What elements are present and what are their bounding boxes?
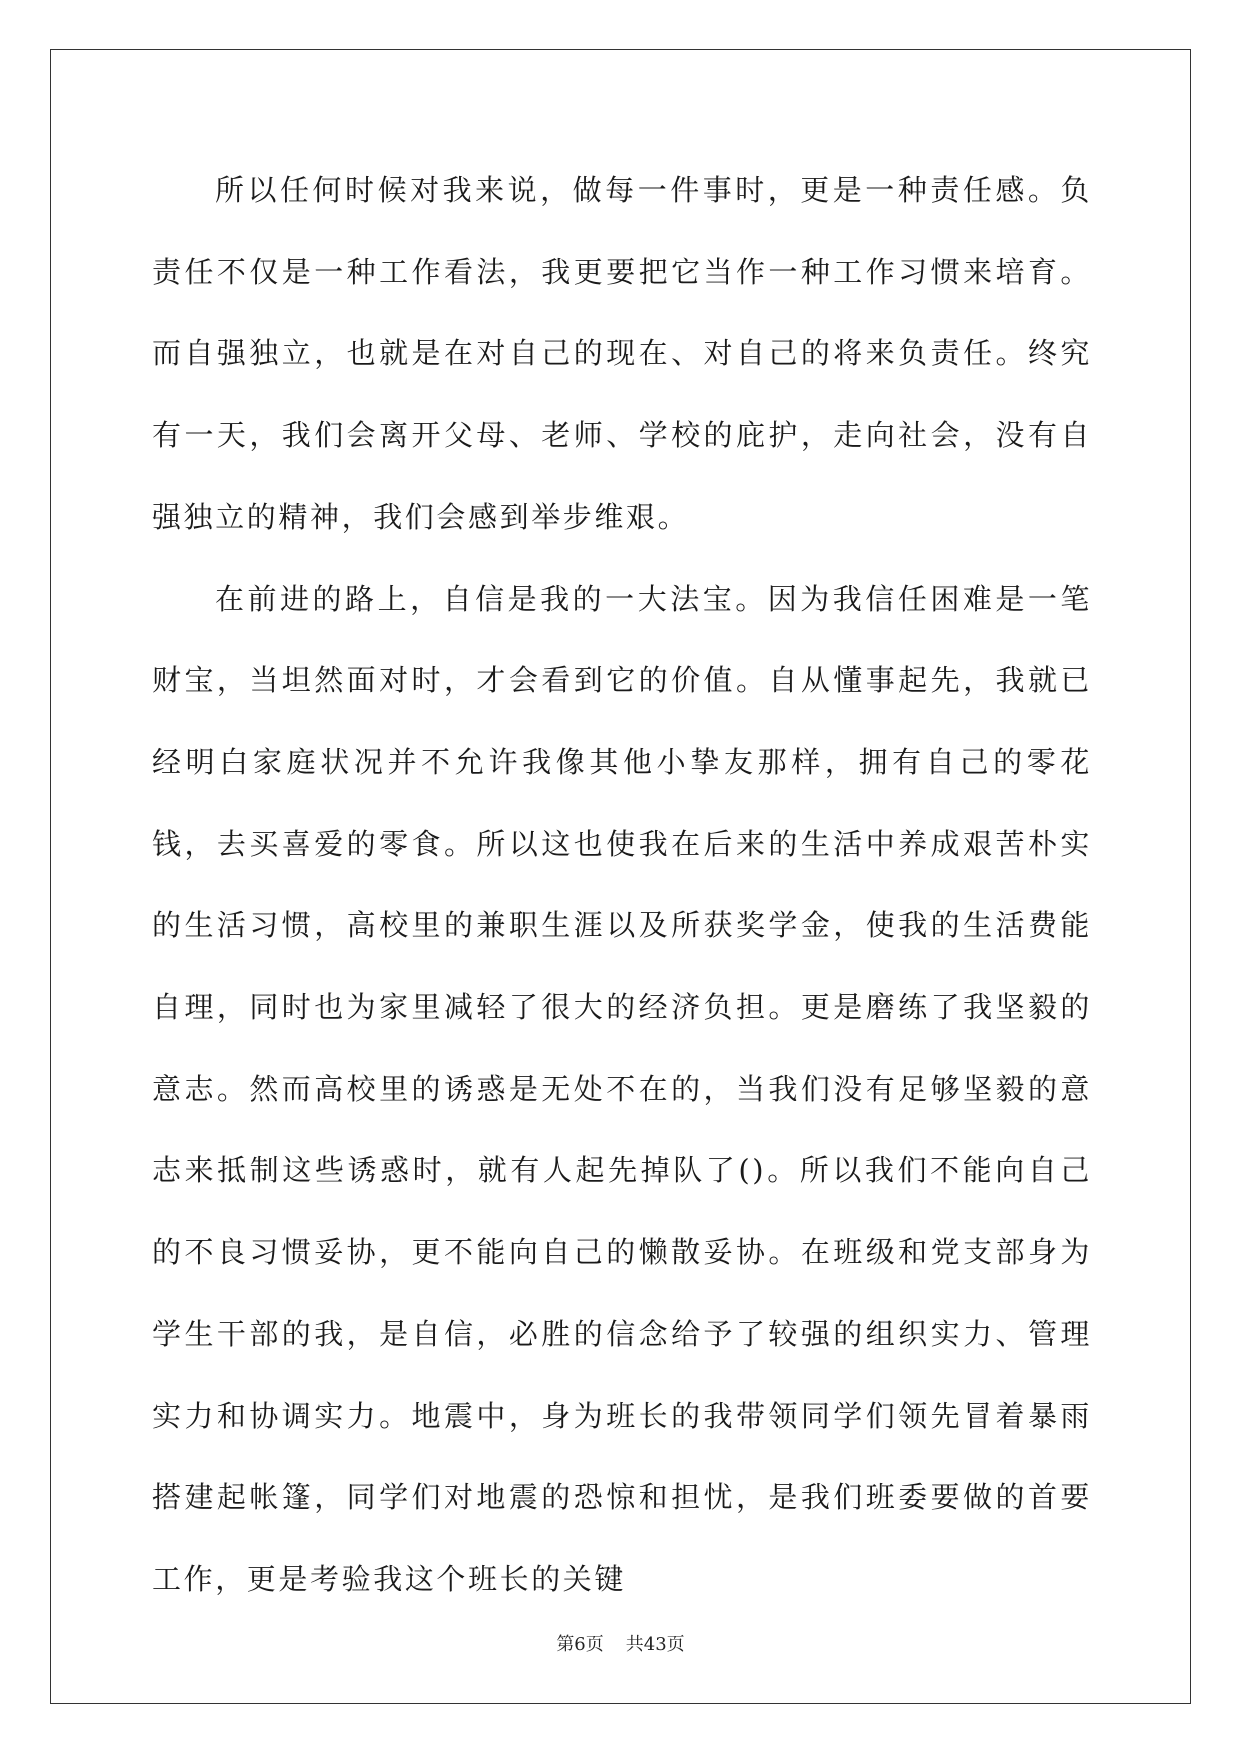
paragraph: 在前进的路上，自信是我的一大法宝。因为我信任困难是一笔财宝，当坦然面对时，才会看到它的价值。自从懂事起先，我就已经明白家庭状况并不允许我像其他小挚友那样，拥有自己的零花钱，去买喜爱的零食。所以这也使我在后来的生活中养成艰苦朴实的生活习惯，高校里的兼职生涯以及所获奖学金，使我的生活费能自理，同时也为家里减轻了很大的经济负担。更是磨练了我坚毅的意志。然而高校里的诱惑是无处不在的，当我们没有足够坚毅的意志来抵制这些诱惑时，就有人起先掉队了()。所以我们不能向自己的不良习惯妥协，更不能向自己的懒散妥协。在班级和党支部身为学生干部的我，是自信，必胜的信念给予了较强的组织实力、管理实力和协调实力。地震中，身为班长的我带领同学们领先冒着暴雨搭建起帐篷，同学们对地震的恐惊和担忧，是我们班委要做的首要工作，更是考验我这个班长的关键 — [152, 581, 1092, 1596]
paragraph: 所以任何时候对我来说，做每一件事时，更是一种责任感。负责任不仅是一种工作看法，我更要把它当作一种工作习惯来培育。而自强独立，也就是在对自己的现在、对自己的将来负责任。终究有一天，我们会离开父母、老师、学校的庇护，走向社会，没有自强独立的精神，我们会感到举步维艰。 — [152, 173, 1092, 534]
page-number: 第6页 — [556, 1634, 604, 1655]
page-footer — [0, 1630, 1241, 1656]
document-body — [152, 150, 1092, 1621]
total-pages: 共43页 — [625, 1634, 685, 1655]
